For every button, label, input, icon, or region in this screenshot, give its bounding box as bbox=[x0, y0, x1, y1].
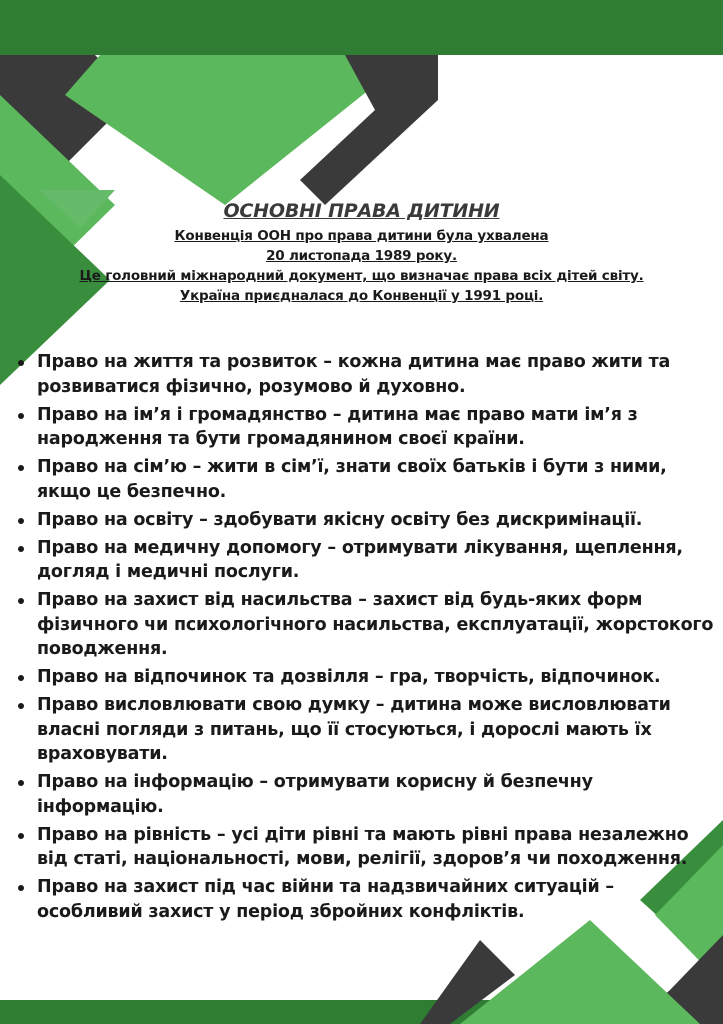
list-item: Право на ім’я і громадянство – дитина має право мати ім’я з народження та бути громадянином своєї країни. bbox=[14, 403, 714, 452]
rights-list bbox=[14, 350, 714, 928]
list-item: Право на медичну допомогу – отримувати лікування, щеплення, догляд і медичні послуги. bbox=[14, 536, 714, 585]
intro-line-2: 20 листопада 1989 року. bbox=[266, 248, 457, 264]
intro-line-3: Це головний міжнародний документ, що визначає права всіх дітей світу. bbox=[79, 268, 644, 284]
page-title: ОСНОВНІ ПРАВА ДИТИНИ bbox=[223, 200, 500, 222]
list-item: Право на рівність – усі діти рівні та мають рівні права незалежно від статі, національності, мови, релігії, здоров’я чи походження. bbox=[14, 823, 714, 872]
top-band bbox=[0, 0, 723, 55]
header-block bbox=[0, 200, 723, 306]
list-item: Право висловлювати свою думку – дитина може висловлювати власні погляди з питань, що її стосуються, і дорослі мають їх враховувати. bbox=[14, 693, 714, 767]
list-item: Право на відпочинок та дозвілля – гра, творчість, відпочинок. bbox=[14, 665, 714, 690]
intro-line-1: Конвенція ООН про права дитини була ухвалена bbox=[174, 228, 549, 244]
list-item: Право на освіту – здобувати якісну освіту без дискримінації. bbox=[14, 508, 714, 533]
list-item: Право на сім’ю – жити в сім’ї, знати своїх батьків і бути з ними, якщо це безпечно. bbox=[14, 455, 714, 504]
list-item: Право на захист від насильства – захист від будь-яких форм фізичного чи психологічного насильства, експлуатації, жорстокого поводження. bbox=[14, 588, 714, 662]
list-item: Право на життя та розвиток – кожна дитина має право жити та розвиватися фізично, розумово й духовно. bbox=[14, 350, 714, 399]
list-item: Право на інформацію – отримувати корисну й безпечну інформацію. bbox=[14, 770, 714, 819]
intro-line-4: Україна приєдналася до Конвенції у 1991 році. bbox=[179, 288, 544, 304]
list-item: Право на захист під час війни та надзвичайних ситуацій – особливий захист у період збройних конфліктів. bbox=[14, 875, 714, 924]
